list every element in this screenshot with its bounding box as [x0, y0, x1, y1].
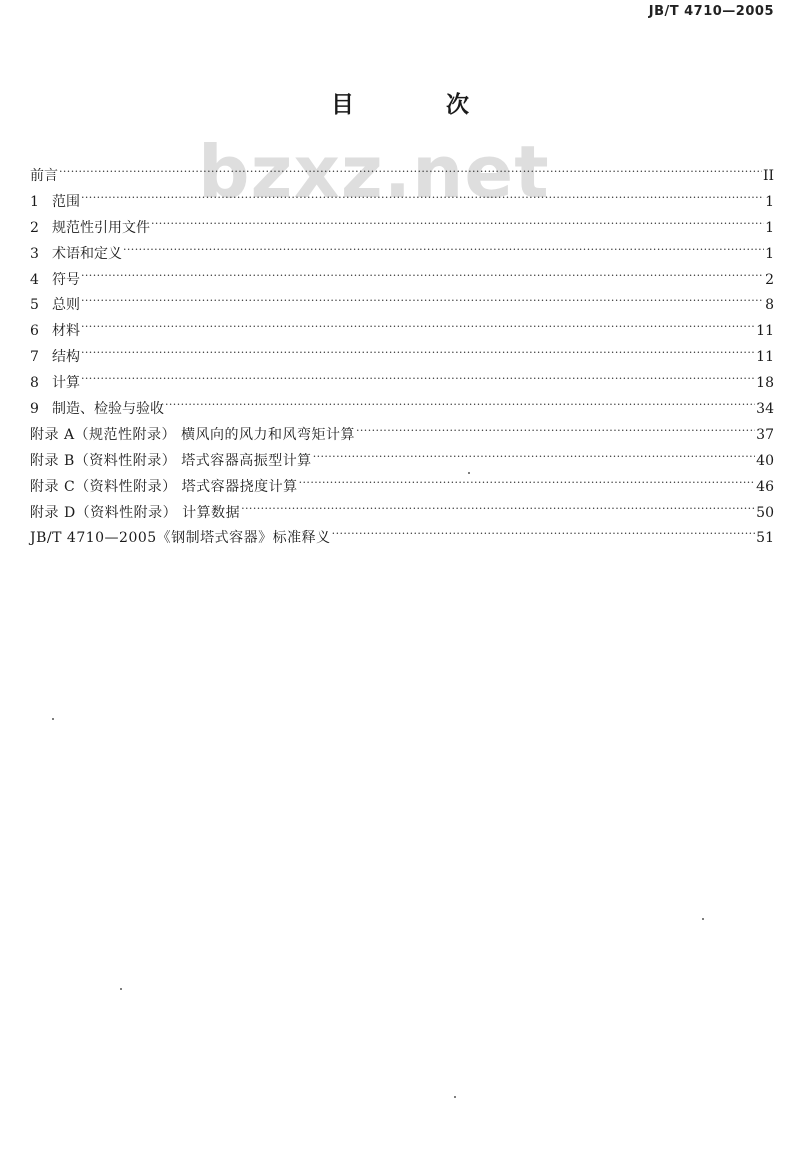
toc-dot-leader	[81, 347, 755, 361]
toc-entry[interactable]	[30, 503, 774, 529]
toc-entry-label: 附录 B（资料性附录） 塔式容器高振型计算	[30, 452, 312, 469]
toc-entry-label: 规范性引用文件	[52, 219, 150, 236]
toc-entry-page-number: II	[762, 168, 774, 184]
toc-entry-number: 8	[30, 375, 39, 392]
toc-entry[interactable]	[30, 425, 774, 451]
toc-entry-label: 结构	[52, 349, 80, 366]
toc-entry-number: 7	[30, 349, 39, 366]
toc-entry[interactable]	[30, 244, 774, 270]
toc-dot-leader	[81, 270, 764, 284]
toc-entry-page-number: 37	[756, 426, 774, 443]
toc-entry-page-number: 2	[765, 271, 774, 288]
watermark: bzxz.net	[198, 130, 550, 214]
toc-entry-page-number: 18	[756, 375, 774, 392]
table-of-contents	[30, 166, 774, 554]
toc-entry-label: 材料	[52, 323, 80, 340]
scan-speck	[52, 718, 54, 720]
toc-entry-page-number: 8	[765, 297, 774, 314]
standard-code-header: JB/T 4710—2005	[648, 4, 774, 19]
toc-entry-page-number: 11	[756, 323, 774, 340]
toc-entry-label: 范围	[52, 193, 80, 210]
toc-entry-number: 6	[30, 323, 39, 340]
toc-entry-label: 术语和定义	[52, 245, 122, 262]
toc-entry-page-number: 11	[756, 349, 774, 366]
toc-entry-number: 4	[30, 271, 39, 288]
toc-entry[interactable]	[30, 192, 774, 218]
toc-dot-leader	[332, 528, 756, 542]
toc-entry-page-number: 1	[765, 193, 774, 210]
toc-entry-number: 5	[30, 297, 39, 314]
toc-entry[interactable]	[30, 451, 774, 477]
toc-entry-label: 附录 C（资料性附录） 塔式容器挠度计算	[30, 478, 298, 495]
toc-entry-label: 总则	[52, 297, 80, 314]
toc-entry-label: 附录 D（资料性附录） 计算数据	[30, 504, 241, 521]
toc-entry[interactable]	[30, 528, 774, 554]
toc-entry[interactable]	[30, 270, 774, 296]
toc-entry-page-number: 1	[765, 245, 774, 262]
toc-entry-page-number: 1	[765, 219, 774, 236]
toc-entry[interactable]	[30, 321, 774, 347]
toc-dot-leader	[165, 399, 755, 413]
toc-dot-leader	[81, 192, 764, 206]
toc-entry-number: 2	[30, 219, 39, 236]
toc-dot-leader	[81, 321, 755, 335]
toc-dot-leader	[356, 425, 755, 439]
toc-entry[interactable]	[30, 347, 774, 373]
toc-entry-label: JB/T 4710—2005《钢制塔式容器》标准释义	[30, 530, 331, 547]
toc-dot-leader	[299, 477, 756, 491]
toc-dot-leader	[313, 451, 755, 465]
toc-entry-label: 计算	[52, 375, 80, 392]
toc-entry-page-number: 34	[756, 401, 774, 418]
scan-speck	[120, 988, 122, 990]
toc-dot-leader	[81, 373, 755, 387]
toc-entry[interactable]	[30, 295, 774, 321]
toc-entry-number: 3	[30, 245, 39, 262]
toc-entry[interactable]	[30, 373, 774, 399]
toc-entry[interactable]	[30, 218, 774, 244]
toc-dot-leader	[81, 295, 764, 309]
toc-entry[interactable]	[30, 399, 774, 425]
toc-entry-page-number: 46	[756, 478, 774, 495]
toc-entry-label: 附录 A（规范性附录） 横风向的风力和风弯矩计算	[30, 426, 356, 443]
toc-dot-leader	[241, 503, 755, 517]
toc-entry-page-number: 51	[756, 530, 774, 547]
toc-entry-page-number: 40	[756, 452, 774, 469]
toc-entry-number: 1	[30, 193, 39, 210]
toc-entry-number: 9	[30, 401, 39, 418]
toc-entry-label: 制造、检验与验收	[52, 401, 164, 418]
page-title: 目 次	[330, 91, 511, 118]
toc-entry[interactable]	[30, 166, 774, 192]
scan-speck	[702, 918, 704, 920]
toc-entry-label: 前言	[30, 168, 58, 184]
scan-speck	[454, 1096, 456, 1098]
toc-entry-page-number: 50	[756, 504, 774, 521]
toc-dot-leader	[123, 244, 764, 258]
toc-dot-leader	[151, 218, 764, 232]
toc-dot-leader	[59, 166, 762, 180]
toc-entry[interactable]	[30, 477, 774, 503]
toc-entry-label: 符号	[52, 271, 80, 288]
